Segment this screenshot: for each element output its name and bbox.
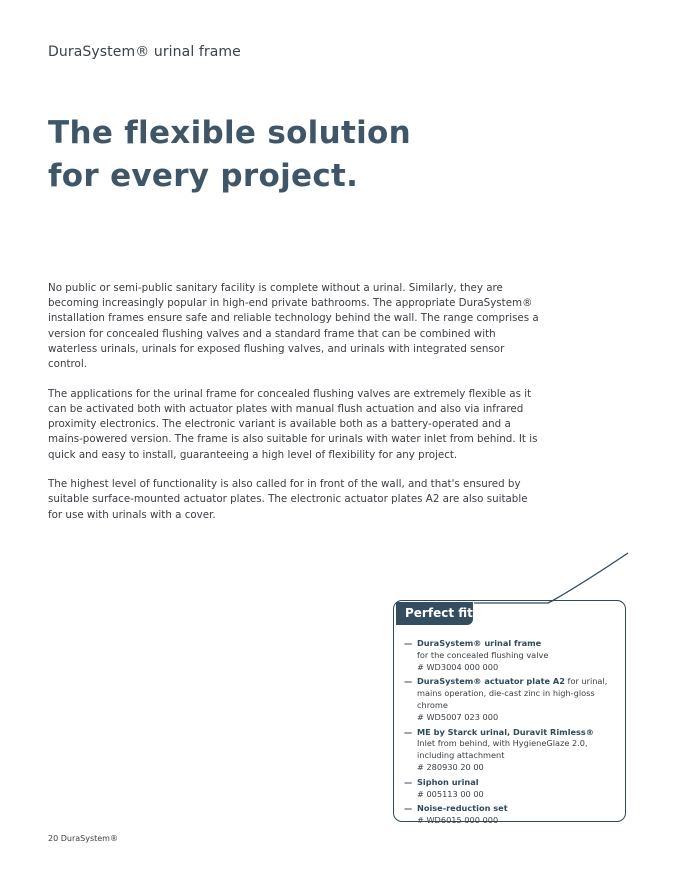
body-paragraph: The highest level of functionality is also called for in front of the wall, and that's ensured by suitable surface-mounted actuator plates. The electronic actuator plates A2 are also suitable for use with urinals with a cover. (48, 478, 528, 521)
headline-line-2: for every project. (48, 158, 359, 194)
product-number: # 280930 20 00 (417, 761, 484, 772)
section-title: DuraSystem® urinal frame (48, 44, 241, 60)
product-number: # WD6015 000 000 (417, 815, 499, 826)
list-item (404, 638, 622, 673)
product-name: DuraSystem® urinal frame (417, 638, 542, 648)
list-item (404, 803, 622, 827)
perfect-fit-title: Perfect fit (396, 602, 473, 625)
list-dash: — (404, 776, 413, 787)
list-item (404, 676, 622, 723)
product-name: Noise-reduction set (417, 803, 508, 814)
list-dash: — (404, 726, 413, 737)
product-number: # 005113 00 00 (417, 788, 484, 799)
list-dash: — (404, 638, 413, 648)
product-name: DuraSystem® actuator plate A2 (417, 676, 565, 687)
product-name: Siphon urinal (417, 776, 479, 787)
page-footer: 20 DuraSystem® (48, 834, 118, 843)
headline-line-1: The flexible solution (48, 115, 411, 151)
product-detail: Inlet from behind, with HygieneGlaze 2.0, (417, 738, 588, 749)
body-paragraph: No public or semi-public sanitary facility is complete without a urinal. Similarly, they are becoming increasingly popular in high-end private bathrooms. The appropriate DuraSystem® installation frames ensure safe and reliable technology behind the wall. The range comprises a version for concealed flushing valves and a standard frame that can be combined with waterless urinals, urinals for exposed flushing valves, and urinals with integrated sensor control. (48, 282, 539, 371)
product-detail: for the concealed flushing valve (417, 649, 549, 660)
list-dash: — (404, 676, 413, 687)
product-suffix: for urinal, (564, 676, 608, 687)
body-paragraph: The applications for the urinal frame for concealed flushing valves are extremely flexible as it can be activated both with actuator plates with manual flush actuation and also via infrared proximity electronics. The electronic variant is available both as a battery-operated and a mains-powered version. The frame is also suitable for urinals with water inlet from behind. It is quick and easy to install, guaranteeing a high level of flexibility for any project. (48, 387, 538, 461)
list-item (404, 727, 622, 774)
list-dash: — (404, 803, 413, 814)
product-number: # WD3004 000 000 (417, 661, 499, 672)
product-name: ME by Starck urinal, Duravit Rimless® (417, 726, 594, 737)
product-number: # WD5007 023 000 (417, 711, 499, 722)
perfect-fit-list (404, 638, 622, 830)
product-detail: mains operation, die-cast zinc in high-gloss chrome (417, 688, 595, 710)
list-item (404, 777, 622, 801)
product-detail: including attachment (417, 750, 505, 761)
